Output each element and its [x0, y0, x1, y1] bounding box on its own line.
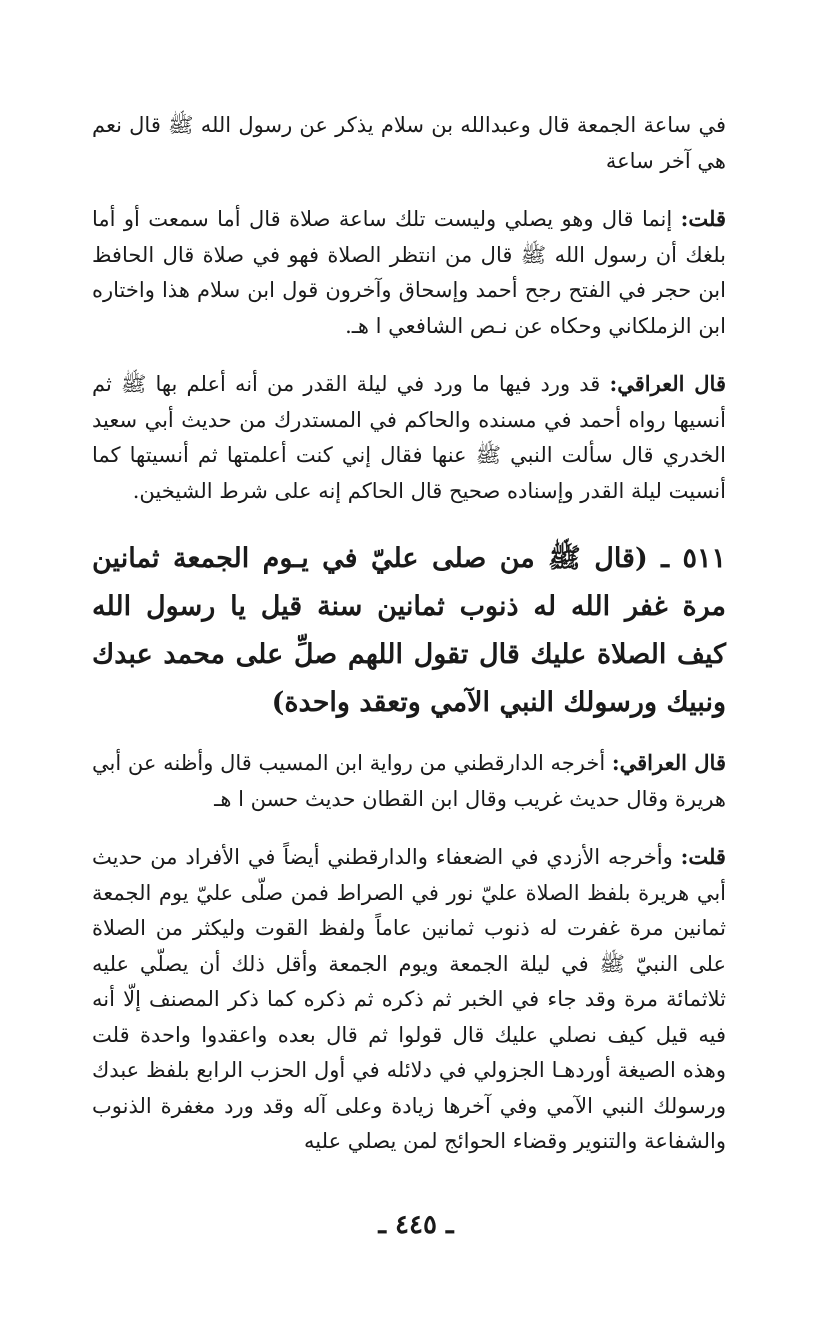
- commentary-lead: قال العراقي:: [611, 750, 726, 775]
- paragraph-lead: قال العراقي:: [609, 371, 726, 396]
- hadith-block: [92, 535, 726, 727]
- commentary-iraqi: [92, 745, 726, 817]
- hadith-number: ٥١١ ـ: [661, 543, 726, 574]
- paragraph-continuation: [92, 108, 726, 179]
- paragraph-text: إنما قال وهو يصلي وليست تلك ساعة صلاة قال أما سمعت أو أما بلغك أن رسول الله ﷺ قال من انتظر الصلاة فهو في صلاة قال الحافظ ابن حجر في الفتح رجح أحمد وإسحاق وآخرون قول ابن سلام هذا واختاره ابن الزملكاني وحكاه عن نـص الشافعي ا هـ.: [92, 207, 726, 338]
- page-number: ـ ٤٤٥ ـ: [378, 1210, 454, 1240]
- commentary-lead: قلت:: [680, 844, 726, 869]
- commentary-text: وأخرجه الأزدي في الضعفاء والدارقطني أيضاً في الأفراد من حديث أبي هريرة بلفظ الصلاة عليّ نور في الصراط فمن صلّى عليّ يوم الجمعة ثمانين مرة غفرت له ذنوب ثمانين عاماً ولفظ القوت وليكثر من الصلاة على النبيّ ﷺ في ليلة الجمعة ويوم الجمعة وأقل ذلك أن يصلّي عليه ثلاثمائة مرة وقد جاء في الخبر ثم ذكره ثم ذكره كما ذكر المصنف إلّا أنه فيه قيل كيف نصلي عليك قال قولوا ثم قال بعده واعقدوا واحدة قلت وهذه الصيغة أوردهـا الجزولي في دلائله في أول الحزب الرابع بلفظ عبدك ورسولك النبي الآمي وفي آخرها زيادة وعلى آله وقد ورد مغفرة الذنوب والشفاعة والتنوير وقضاء الحوائج لمن يصلي عليه: [92, 845, 726, 1153]
- commentary-author: [92, 839, 726, 1160]
- paragraph-lead: قلت:: [680, 206, 726, 231]
- paragraph-text: قد ورد فيها ما ورد في ليلة القدر من أنه أعلم بها ﷺ ثم أنسيها رواه أحمد في مسنده والحاكم في المستدرك من حديث أبي سعيد الخدري قال سألت النبي ﷺ عنها فقال إني كنت أعلمتها ثم أنسيتها كما أنسيت ليلة القدر وإسناده صحيح قال الحاكم إنه على شرط الشيخين.: [92, 372, 726, 503]
- paragraph-iraqi-note: [92, 366, 726, 509]
- paragraph-author-note: [92, 201, 726, 344]
- commentary-text: أخرجه الدارقطني من رواية ابن المسيب قال وأظنه عن أبي هريرة وقال حديث غريب وقال ابن القطان حديث حسن ا هـ: [92, 751, 726, 811]
- hadith-text: (قال ﷺ من صلى عليّ في يـوم الجمعة ثمانين مرة غفر الله له ذنوب ثمانين سنة قيل يا رسول الله كيف الصلاة عليك قال تقول اللهم صلِّ على محمد عبدك ونبيك ورسولك النبي الآمي وتعقد واحدة): [92, 543, 726, 718]
- paragraph-text: في ساعة الجمعة قال وعبدالله بن سلام يذكر عن رسول الله ﷺ قال نعم هي آخر ساعة: [92, 113, 726, 173]
- page-body: [92, 108, 726, 1160]
